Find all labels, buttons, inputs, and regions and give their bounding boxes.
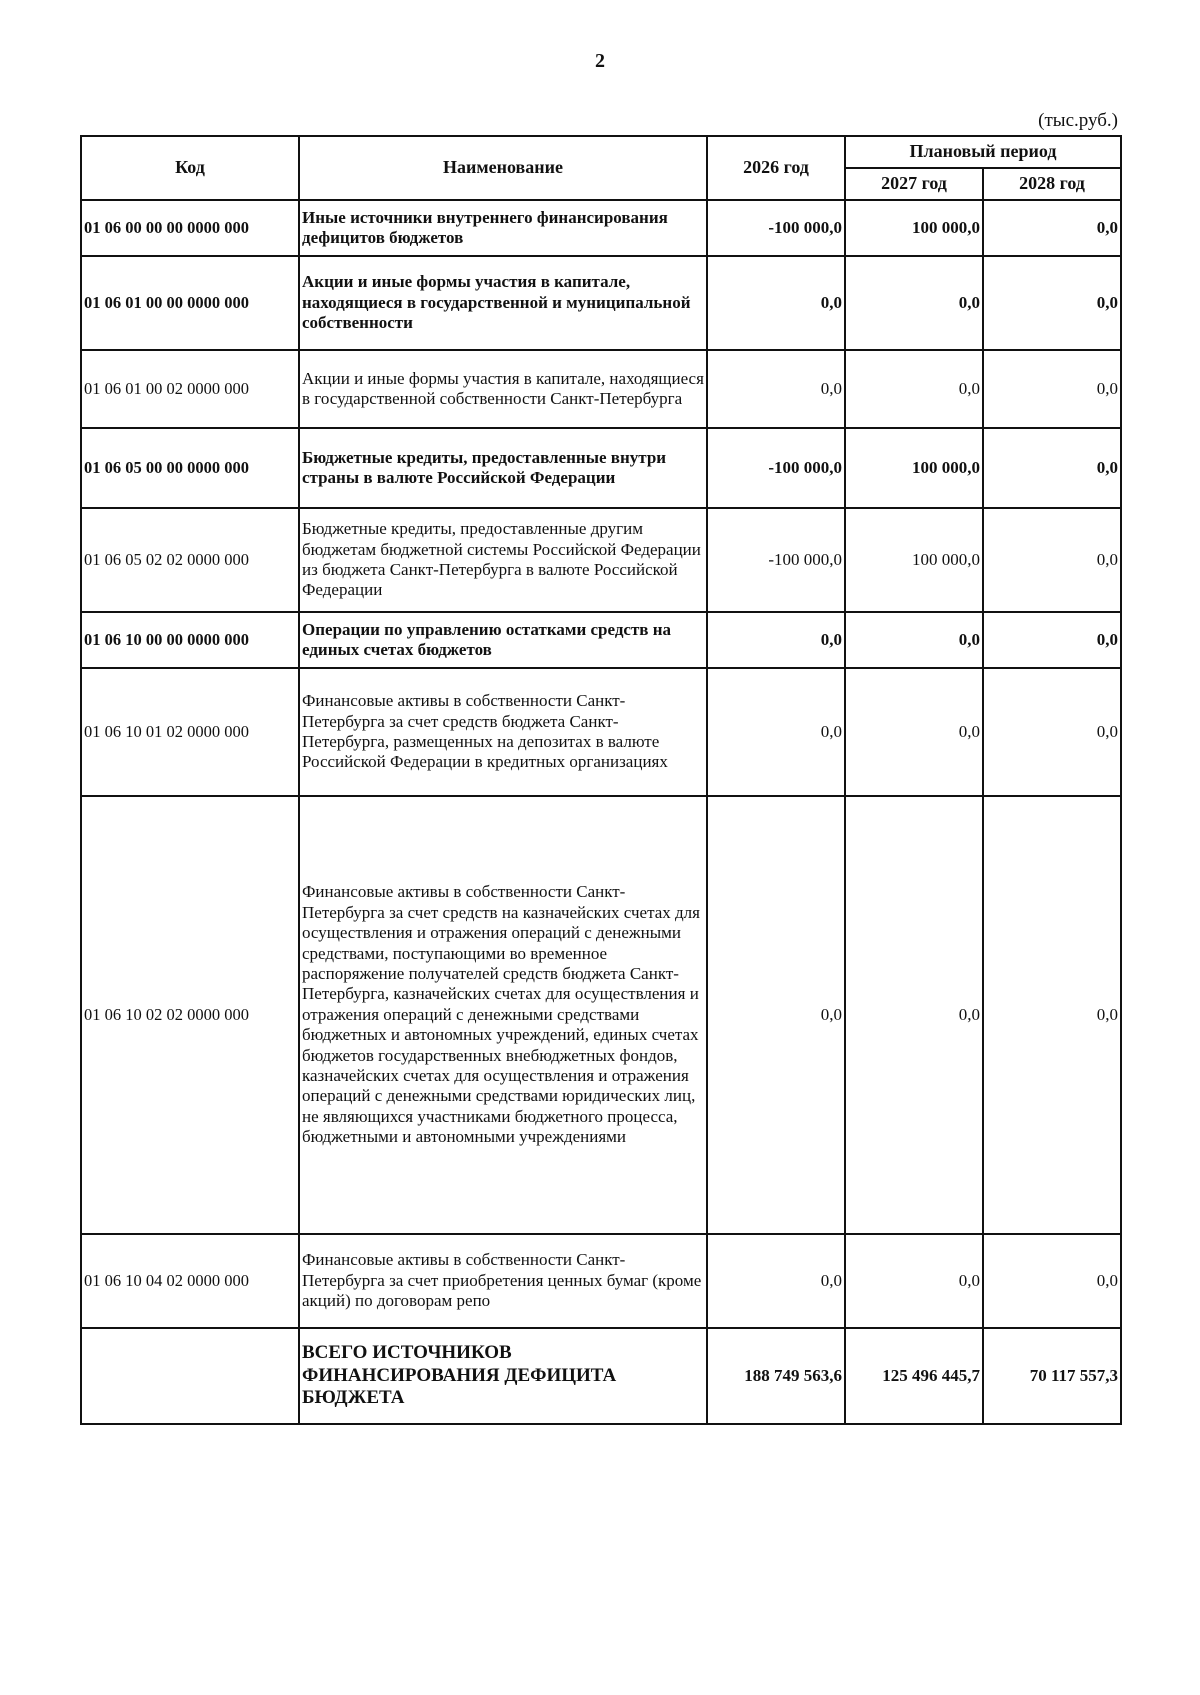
- header-year-current: 2026 год: [707, 136, 845, 200]
- row-name: Финансовые активы в собственности Санкт-Петербурга за счет приобретения ценных бумаг (кроме акций) по договорам репо: [299, 1234, 707, 1328]
- row-value-2026: 0,0: [707, 668, 845, 796]
- row-value-2027: 0,0: [845, 350, 983, 428]
- row-value-2026: -100 000,0: [707, 200, 845, 256]
- row-code: 01 06 05 02 02 0000 000: [81, 508, 299, 612]
- total-value-2027: 125 496 445,7: [845, 1328, 983, 1424]
- table-row: [81, 200, 1121, 256]
- table-row: [81, 612, 1121, 668]
- row-code: 01 06 00 00 00 0000 000: [81, 200, 299, 256]
- row-value-2027: 100 000,0: [845, 428, 983, 508]
- header-name: Наименование: [299, 136, 707, 200]
- row-code: 01 06 10 00 00 0000 000: [81, 612, 299, 668]
- row-value-2026: 0,0: [707, 256, 845, 350]
- page-number: 2: [595, 50, 605, 72]
- header-code: Код: [81, 136, 299, 200]
- table-row: [81, 1234, 1121, 1328]
- table-header: [81, 136, 1121, 200]
- total-value-2026: 188 749 563,6: [707, 1328, 845, 1424]
- row-name: Акции и иные формы участия в капитале, находящиеся в государственной и муниципальной собственности: [299, 256, 707, 350]
- row-code: 01 06 05 00 00 0000 000: [81, 428, 299, 508]
- row-value-2028: 0,0: [983, 796, 1121, 1234]
- row-value-2028: 0,0: [983, 1234, 1121, 1328]
- row-value-2026: -100 000,0: [707, 508, 845, 612]
- row-value-2026: 0,0: [707, 796, 845, 1234]
- total-code: [81, 1328, 299, 1424]
- table-body: [81, 200, 1121, 1424]
- row-value-2026: 0,0: [707, 350, 845, 428]
- row-value-2028: 0,0: [983, 612, 1121, 668]
- header-year-plan2: 2028 год: [983, 168, 1121, 200]
- row-name: Финансовые активы в собственности Санкт-Петербурга за счет средств бюджета Санкт-Петербурга, размещенных на депозитах в валюте Российской Федерации в кредитных организациях: [299, 668, 707, 796]
- row-value-2028: 0,0: [983, 428, 1121, 508]
- row-value-2027: 0,0: [845, 612, 983, 668]
- table-row: [81, 508, 1121, 612]
- table-row: [81, 428, 1121, 508]
- row-name: Финансовые активы в собственности Санкт-Петербурга за счет средств на казначейских счетах для осуществления и отражения операций с денежными средствами, поступающими во временное распоряжение получателей средств бюджета Санкт-Петербурга, казначейских счетах для осуществления и отражения операций с денежными средствами бюджетных и автономных учреждений, единых счетах бюджетов государственных внебюджетных фондов, казначейских счетах для осуществления и отражения операций с денежными средствами юридических лиц, не являющихся участниками бюджетного процесса, бюджетными и автономными учреждениями: [299, 796, 707, 1234]
- row-value-2027: 0,0: [845, 256, 983, 350]
- units-note: (тыс.руб.): [1038, 110, 1118, 131]
- row-value-2028: 0,0: [983, 508, 1121, 612]
- table-row: [81, 668, 1121, 796]
- row-name: Акции и иные формы участия в капитале, находящиеся в государственной собственности Санкт-Петербурга: [299, 350, 707, 428]
- row-value-2027: 100 000,0: [845, 508, 983, 612]
- row-value-2026: 0,0: [707, 1234, 845, 1328]
- table-row: [81, 256, 1121, 350]
- total-row: [81, 1328, 1121, 1424]
- total-name: ВСЕГО ИСТОЧНИКОВ ФИНАНСИРОВАНИЯ ДЕФИЦИТА БЮДЖЕТА: [299, 1328, 707, 1424]
- row-name: Бюджетные кредиты, предоставленные другим бюджетам бюджетной системы Российской Федерации из бюджета Санкт-Петербурга в валюте Российской Федерации: [299, 508, 707, 612]
- row-code: 01 06 10 04 02 0000 000: [81, 1234, 299, 1328]
- row-value-2028: 0,0: [983, 256, 1121, 350]
- row-value-2028: 0,0: [983, 200, 1121, 256]
- total-value-2028: 70 117 557,3: [983, 1328, 1121, 1424]
- row-name: Операции по управлению остатками средств на единых счетах бюджетов: [299, 612, 707, 668]
- table-row: [81, 350, 1121, 428]
- table-row: [81, 796, 1121, 1234]
- row-value-2027: 0,0: [845, 796, 983, 1234]
- row-value-2027: 0,0: [845, 668, 983, 796]
- row-value-2027: 100 000,0: [845, 200, 983, 256]
- row-code: 01 06 01 00 00 0000 000: [81, 256, 299, 350]
- row-code: 01 06 01 00 02 0000 000: [81, 350, 299, 428]
- row-name: Бюджетные кредиты, предоставленные внутри страны в валюте Российской Федерации: [299, 428, 707, 508]
- header-year-plan1: 2027 год: [845, 168, 983, 200]
- row-name: Иные источники внутреннего финансирования дефицитов бюджетов: [299, 200, 707, 256]
- header-planning-period: Плановый период: [845, 136, 1121, 168]
- row-value-2028: 0,0: [983, 668, 1121, 796]
- row-value-2028: 0,0: [983, 350, 1121, 428]
- row-code: 01 06 10 01 02 0000 000: [81, 668, 299, 796]
- row-code: 01 06 10 02 02 0000 000: [81, 796, 299, 1234]
- row-value-2026: 0,0: [707, 612, 845, 668]
- row-value-2026: -100 000,0: [707, 428, 845, 508]
- row-value-2027: 0,0: [845, 1234, 983, 1328]
- budget-sources-table: [80, 135, 1122, 1425]
